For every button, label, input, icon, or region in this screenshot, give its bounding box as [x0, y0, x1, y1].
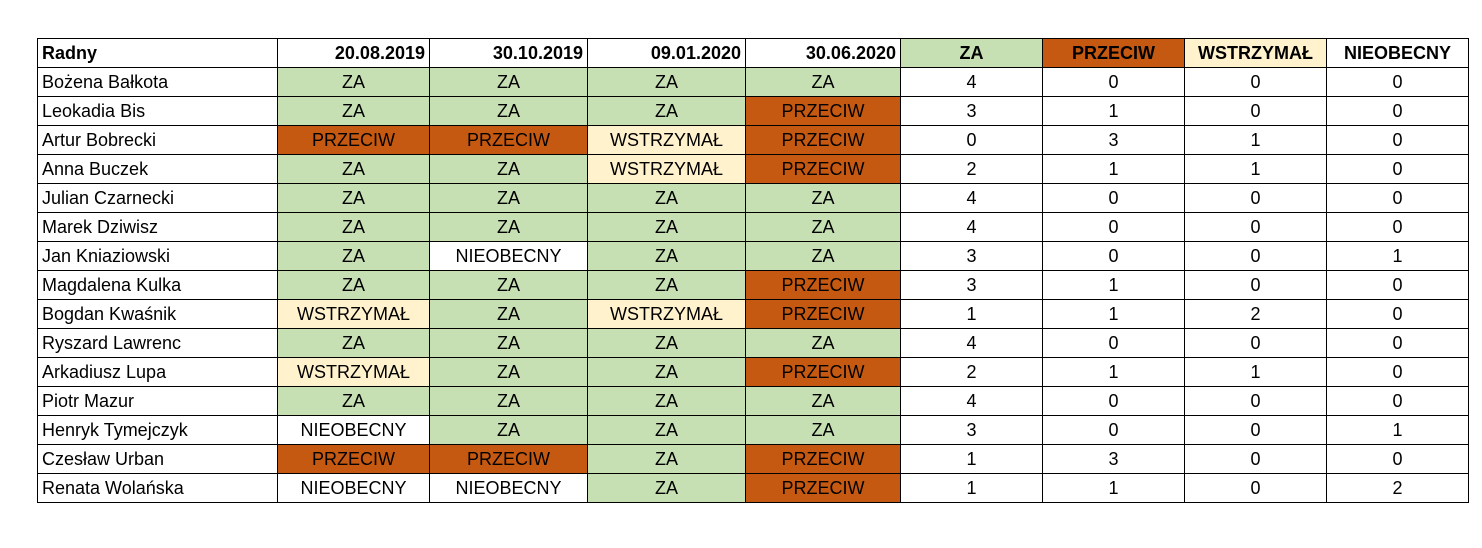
tally-count-cell: 2	[901, 155, 1043, 184]
vote-cell: ZA	[430, 329, 588, 358]
councillor-name: Jan Kniaziowski	[38, 242, 278, 271]
tally-count-cell: 0	[1185, 329, 1327, 358]
tally-count-cell: 3	[1043, 445, 1185, 474]
vote-cell: ZA	[430, 387, 588, 416]
table-row	[38, 416, 1469, 445]
vote-cell: ZA	[588, 358, 746, 387]
councillor-name: Henryk Tymejczyk	[38, 416, 278, 445]
vote-cell: WSTRZYMAŁ	[588, 126, 746, 155]
header-tally-wstrzymal: WSTRZYMAŁ	[1185, 39, 1327, 68]
table-row	[38, 474, 1469, 503]
vote-cell: ZA	[746, 416, 901, 445]
tally-count-cell: 0	[1185, 68, 1327, 97]
tally-count-cell: 0	[1327, 271, 1469, 300]
vote-cell: ZA	[278, 155, 430, 184]
tally-count-cell: 0	[1185, 97, 1327, 126]
tally-count-cell: 0	[1185, 242, 1327, 271]
tally-count-cell: 0	[901, 126, 1043, 155]
vote-cell: ZA	[430, 155, 588, 184]
tally-count-cell: 4	[901, 387, 1043, 416]
header-tally-nieobecny: NIEOBECNY	[1327, 39, 1469, 68]
vote-cell: PRZECIW	[746, 474, 901, 503]
vote-cell: ZA	[430, 184, 588, 213]
table-row	[38, 126, 1469, 155]
tally-count-cell: 3	[901, 271, 1043, 300]
tally-count-cell: 4	[901, 329, 1043, 358]
vote-cell: ZA	[746, 387, 901, 416]
tally-count-cell: 0	[1327, 68, 1469, 97]
tally-count-cell: 1	[1185, 126, 1327, 155]
vote-cell: PRZECIW	[746, 126, 901, 155]
tally-count-cell: 1	[901, 300, 1043, 329]
tally-count-cell: 1	[1043, 300, 1185, 329]
tally-count-cell: 0	[1185, 271, 1327, 300]
tally-count-cell: 0	[1043, 329, 1185, 358]
tally-count-cell: 0	[1043, 242, 1185, 271]
councillor-name: Leokadia Bis	[38, 97, 278, 126]
vote-cell: ZA	[278, 271, 430, 300]
vote-cell: PRZECIW	[278, 126, 430, 155]
vote-cell: NIEOBECNY	[430, 474, 588, 503]
vote-cell: ZA	[746, 329, 901, 358]
table-row	[38, 300, 1469, 329]
header-date-4: 30.06.2020	[746, 39, 901, 68]
vote-cell: NIEOBECNY	[278, 416, 430, 445]
vote-cell: ZA	[588, 68, 746, 97]
table-row	[38, 329, 1469, 358]
vote-cell: ZA	[588, 416, 746, 445]
tally-count-cell: 0	[1327, 445, 1469, 474]
councillor-name: Artur Bobrecki	[38, 126, 278, 155]
tally-count-cell: 1	[1043, 358, 1185, 387]
tally-count-cell: 0	[1327, 213, 1469, 242]
table-row	[38, 271, 1469, 300]
tally-count-cell: 0	[1327, 300, 1469, 329]
vote-cell: ZA	[746, 213, 901, 242]
tally-count-cell: 0	[1185, 416, 1327, 445]
table-row	[38, 68, 1469, 97]
vote-cell: ZA	[588, 97, 746, 126]
vote-cell: ZA	[588, 242, 746, 271]
tally-count-cell: 1	[1185, 155, 1327, 184]
table-row	[38, 97, 1469, 126]
vote-cell: WSTRZYMAŁ	[278, 300, 430, 329]
vote-cell: ZA	[278, 97, 430, 126]
tally-count-cell: 0	[1185, 387, 1327, 416]
tally-count-cell: 1	[1043, 97, 1185, 126]
vote-cell: PRZECIW	[746, 445, 901, 474]
councillor-name: Bogdan Kwaśnik	[38, 300, 278, 329]
header-date-3: 09.01.2020	[588, 39, 746, 68]
tally-count-cell: 0	[1043, 387, 1185, 416]
tally-count-cell: 3	[901, 416, 1043, 445]
table-row	[38, 358, 1469, 387]
header-date-1: 20.08.2019	[278, 39, 430, 68]
tally-count-cell: 1	[901, 474, 1043, 503]
tally-count-cell: 0	[1185, 213, 1327, 242]
vote-cell: ZA	[588, 213, 746, 242]
councillor-name: Anna Buczek	[38, 155, 278, 184]
vote-cell: PRZECIW	[430, 445, 588, 474]
tally-count-cell: 0	[1185, 445, 1327, 474]
table-row	[38, 155, 1469, 184]
vote-cell: PRZECIW	[746, 97, 901, 126]
councillor-name: Piotr Mazur	[38, 387, 278, 416]
vote-cell: ZA	[278, 242, 430, 271]
councillor-name: Bożena Bałkota	[38, 68, 278, 97]
tally-count-cell: 4	[901, 68, 1043, 97]
councillor-name: Arkadiusz Lupa	[38, 358, 278, 387]
vote-cell: ZA	[746, 242, 901, 271]
tally-count-cell: 2	[1185, 300, 1327, 329]
vote-cell: ZA	[430, 213, 588, 242]
tally-count-cell: 0	[1327, 184, 1469, 213]
tally-count-cell: 1	[901, 445, 1043, 474]
tally-count-cell: 0	[1043, 213, 1185, 242]
vote-cell: WSTRZYMAŁ	[588, 155, 746, 184]
vote-cell: ZA	[588, 387, 746, 416]
tally-count-cell: 1	[1043, 474, 1185, 503]
tally-count-cell: 0	[1043, 184, 1185, 213]
vote-cell: ZA	[430, 416, 588, 445]
tally-count-cell: 0	[1327, 126, 1469, 155]
tally-count-cell: 0	[1327, 97, 1469, 126]
tally-count-cell: 0	[1327, 329, 1469, 358]
vote-cell: ZA	[278, 184, 430, 213]
vote-cell: ZA	[746, 68, 901, 97]
vote-cell: NIEOBECNY	[430, 242, 588, 271]
vote-cell: ZA	[588, 184, 746, 213]
tally-count-cell: 4	[901, 184, 1043, 213]
tally-count-cell: 1	[1185, 358, 1327, 387]
tally-count-cell: 2	[901, 358, 1043, 387]
tally-count-cell: 1	[1043, 155, 1185, 184]
header-councillor: Radny	[38, 39, 278, 68]
councillor-name: Renata Wolańska	[38, 474, 278, 503]
vote-cell: ZA	[430, 300, 588, 329]
vote-cell: ZA	[430, 358, 588, 387]
tally-count-cell: 1	[1327, 416, 1469, 445]
table-row	[38, 445, 1469, 474]
tally-count-cell: 1	[1043, 271, 1185, 300]
tally-count-cell: 0	[1327, 155, 1469, 184]
vote-cell: PRZECIW	[278, 445, 430, 474]
councillor-name: Czesław Urban	[38, 445, 278, 474]
councillor-name: Marek Dziwisz	[38, 213, 278, 242]
vote-cell: PRZECIW	[746, 271, 901, 300]
tally-count-cell: 0	[1327, 358, 1469, 387]
table-row	[38, 387, 1469, 416]
vote-cell: PRZECIW	[746, 155, 901, 184]
vote-cell: ZA	[588, 445, 746, 474]
header-row	[38, 39, 1469, 68]
vote-cell: ZA	[430, 97, 588, 126]
vote-cell: ZA	[588, 474, 746, 503]
vote-cell: ZA	[430, 271, 588, 300]
councillor-name: Ryszard Lawrenc	[38, 329, 278, 358]
header-date-2: 30.10.2019	[430, 39, 588, 68]
councillor-name: Magdalena Kulka	[38, 271, 278, 300]
vote-cell: ZA	[278, 213, 430, 242]
vote-cell: ZA	[278, 68, 430, 97]
vote-cell: ZA	[278, 329, 430, 358]
tally-count-cell: 0	[1185, 184, 1327, 213]
tally-count-cell: 0	[1043, 68, 1185, 97]
vote-cell: ZA	[746, 184, 901, 213]
header-tally-za: ZA	[901, 39, 1043, 68]
tally-count-cell: 1	[1327, 242, 1469, 271]
header-tally-przeciw: PRZECIW	[1043, 39, 1185, 68]
vote-cell: NIEOBECNY	[278, 474, 430, 503]
vote-cell: PRZECIW	[746, 300, 901, 329]
tally-count-cell: 0	[1327, 387, 1469, 416]
vote-cell: ZA	[588, 271, 746, 300]
table-row	[38, 213, 1469, 242]
tally-count-cell: 0	[1185, 474, 1327, 503]
table-row	[38, 184, 1469, 213]
table-row	[38, 242, 1469, 271]
tally-count-cell: 2	[1327, 474, 1469, 503]
vote-cell: WSTRZYMAŁ	[278, 358, 430, 387]
councillor-name: Julian Czarnecki	[38, 184, 278, 213]
vote-cell: ZA	[278, 387, 430, 416]
tally-count-cell: 0	[1043, 416, 1185, 445]
tally-count-cell: 3	[901, 242, 1043, 271]
vote-cell: WSTRZYMAŁ	[588, 300, 746, 329]
tally-count-cell: 4	[901, 213, 1043, 242]
vote-results-table	[37, 38, 1469, 503]
vote-cell: ZA	[430, 68, 588, 97]
table-body	[38, 68, 1469, 503]
tally-count-cell: 3	[901, 97, 1043, 126]
vote-cell: PRZECIW	[746, 358, 901, 387]
vote-cell: ZA	[588, 329, 746, 358]
vote-cell: PRZECIW	[430, 126, 588, 155]
tally-count-cell: 3	[1043, 126, 1185, 155]
